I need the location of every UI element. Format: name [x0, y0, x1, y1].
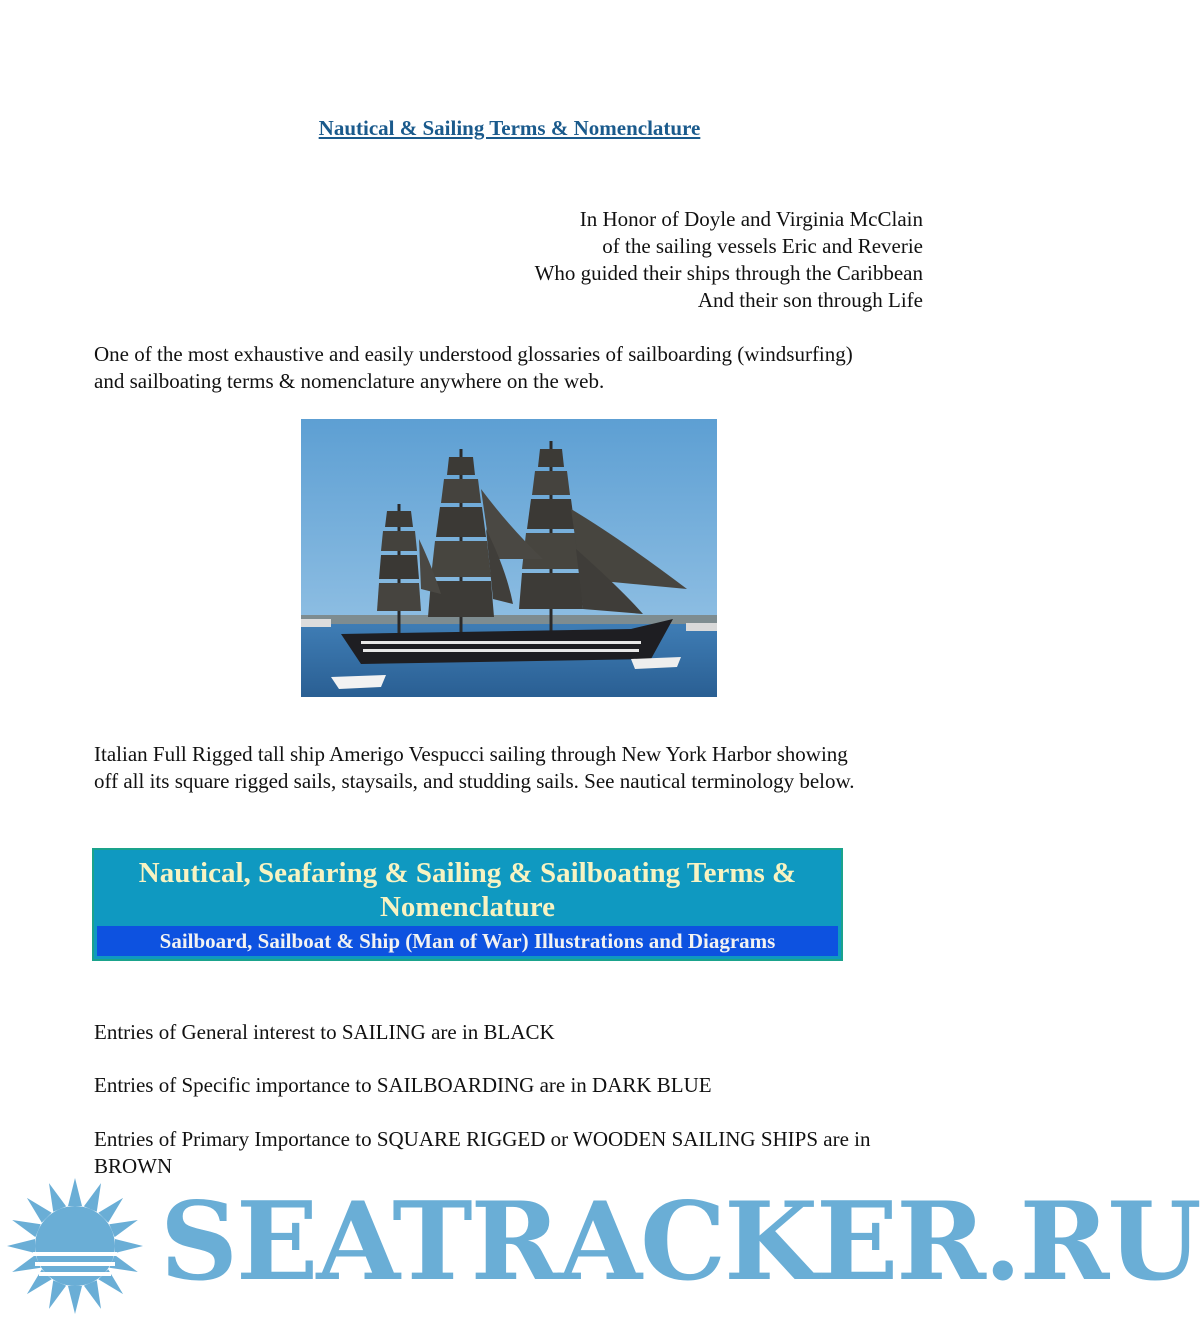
legend-sailboarding: Entries of Specific importance to SAILBOARDING are in DARK BLUE	[94, 1073, 712, 1097]
legend-square-rigged: Entries of Primary Importance to SQUARE RIGGED or WOODEN SAILING SHIPS are in BROWN	[94, 1127, 871, 1178]
page-title[interactable]: Nautical & Sailing Terms & Nomenclature	[318, 116, 701, 140]
watermark	[0, 1172, 1200, 1319]
illustrations-link[interactable]: Sailboard, Sailboat & Ship (Man of War) Illustrations and Diagrams	[97, 926, 838, 956]
glossary-banner	[92, 848, 843, 961]
dedication	[535, 206, 923, 314]
tall-ship-photo	[301, 419, 717, 697]
dedication-line: In Honor of Doyle and Virginia McClain	[579, 207, 923, 231]
sun-icon	[0, 1172, 160, 1319]
intro-paragraph: One of the most exhaustive and easily understood glossaries of sailboarding (windsurfing) and sailboating terms & nomenclature anywhere on the web.	[94, 342, 853, 393]
banner-title: Nautical, Seafaring & Sailing & Sailboating Terms & Nomenclature	[138, 857, 797, 923]
dedication-line: of the sailing vessels Eric and Reverie	[602, 234, 923, 258]
tall-ship-illustration	[301, 419, 717, 697]
watermark-text: SEATRACKER.RU	[160, 1179, 1200, 1305]
photo-caption: Italian Full Rigged tall ship Amerigo Vespucci sailing through New York Harbor showing off all its square rigged sails, staysails, and studding sails. See nautical terminology below.	[94, 742, 855, 793]
dedication-line: And their son through Life	[697, 288, 923, 312]
dedication-line: Who guided their ships through the Caribbean	[534, 261, 923, 285]
legend-general: Entries of General interest to SAILING are in BLACK	[94, 1020, 555, 1044]
